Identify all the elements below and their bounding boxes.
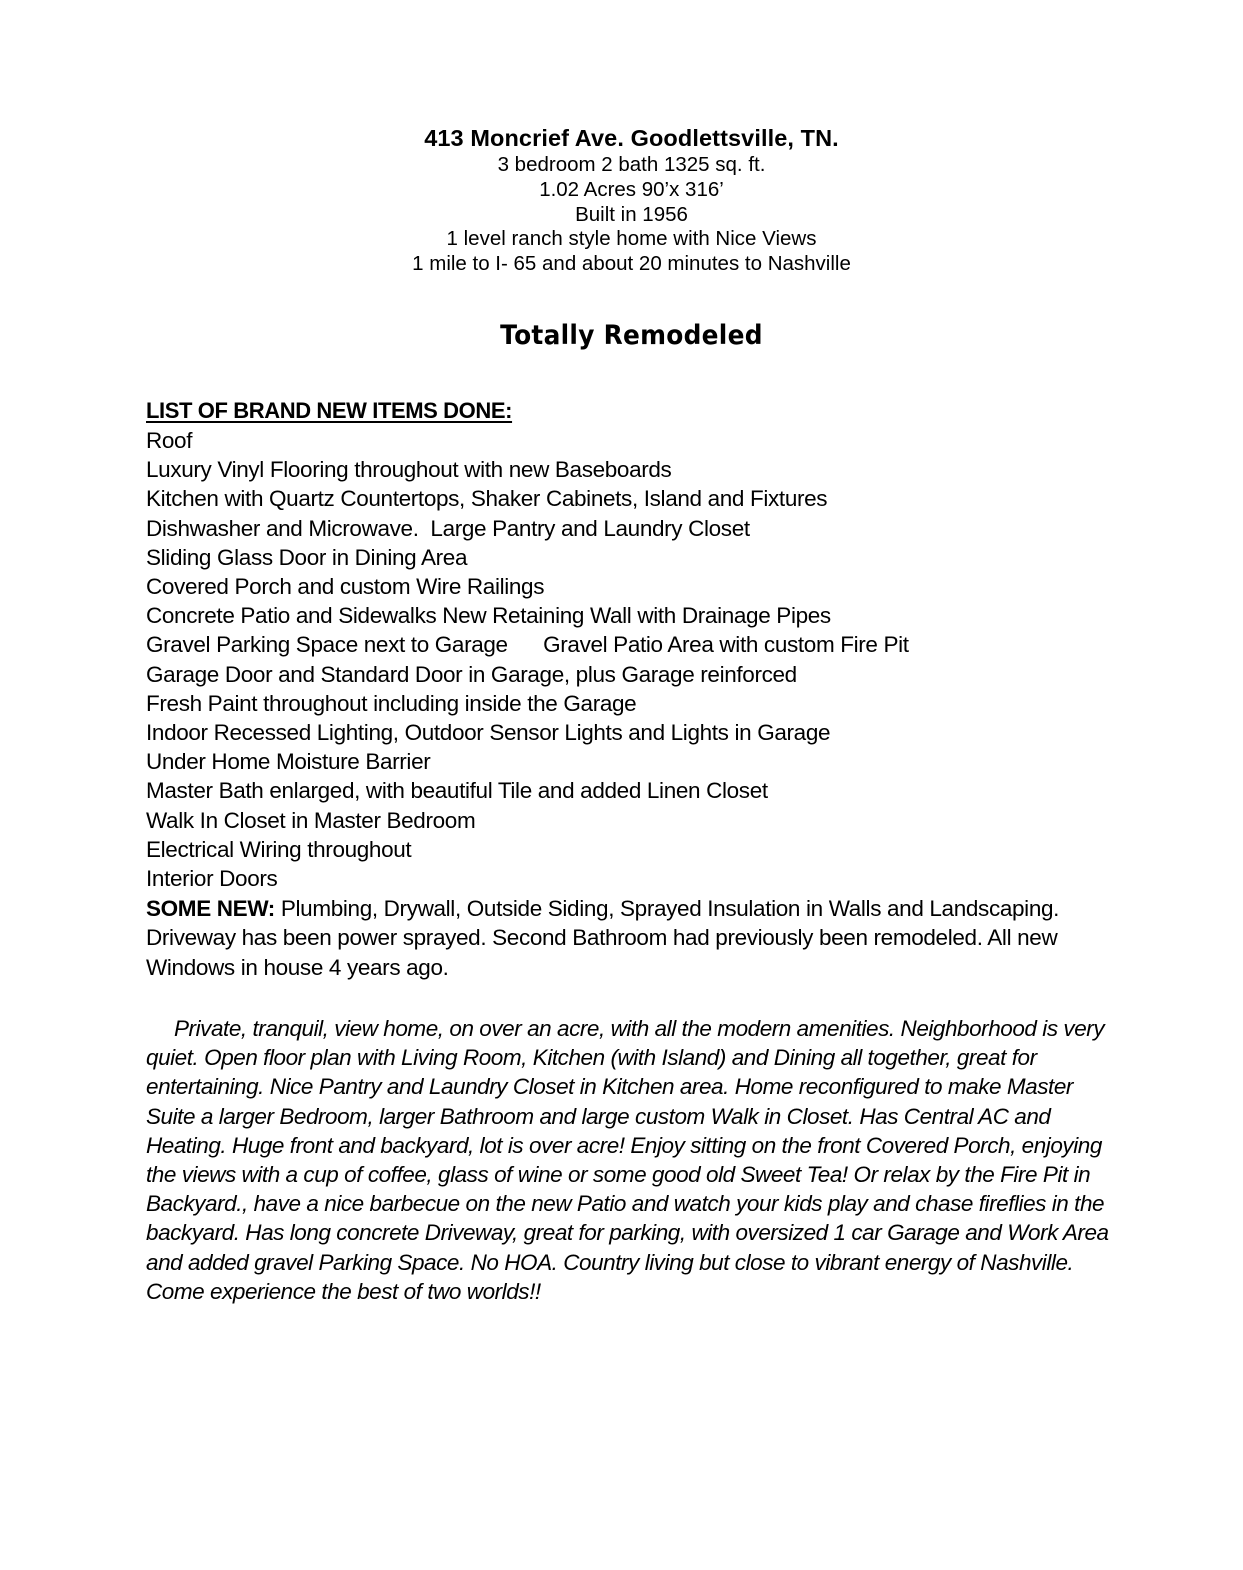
description-text: Private, tranquil, view home, on over an acre, with all the modern amenities. Neighborhood is very quiet. Open floor plan with Living Room, Kitchen (with Island) and Dining all together, great for entertaining. Nice Pantry and Laundry Closet in Kitchen area. Home reconfigured to make Master Suite a larger Bedroom, larger Bathroom and large custom Walk in Closet. Has Central AC and Heating. Huge front and backyard, lot is over acre! Enjoy sitting on the front Covered Porch, enjoying the views with a cup of coffee, glass of wine or some good old Sweet Tea! Or relax by the Fire Pit in Backyard., have a nice barbecue on the new Patio and watch your kids play and chase fireflies in the backyard. Has long concrete Driveway, great for parking, with oversized 1 car Garage and Work Area and added gravel Parking Space. No HOA. Country living but close to vibrant energy of Nashville. Come experience the best of two worlds!! (146, 1016, 1109, 1304)
some-new-label: SOME NEW: (146, 896, 275, 922)
list-item: Covered Porch and custom Wire Railings (146, 574, 545, 600)
list-item: Electrical Wiring throughout (146, 836, 412, 862)
brand-new-items-heading: LIST OF BRAND NEW ITEMS DONE: (146, 398, 513, 423)
list-item: Fresh Paint throughout including inside the Garage (146, 690, 637, 716)
list-item: Sliding Glass Door in Dining Area (146, 544, 468, 570)
list-item: Gravel Parking Space next to Garage Gravel Patio Area with custom Fire Pit (146, 632, 909, 658)
property-description (146, 1014, 1126, 1306)
location-note: 1 mile to I- 65 and about 20 minutes to Nashville (412, 252, 851, 276)
some-new-text: Plumbing, Drywall, Outside Siding, Sprayed Insulation in Walls and Landscaping. Driveway has been power sprayed. Second Bathroom had previously been remodeled. All new Windows in house 4 years ago. (146, 896, 1060, 980)
remodeled-banner: Totally Remodeled (500, 320, 763, 351)
property-header (0, 124, 1243, 277)
list-item: Walk In Closet in Master Bedroom (146, 807, 476, 833)
year-built: Built in 1956 (575, 202, 688, 226)
list-item: Master Bath enlarged, with beautiful Tile and added Linen Closet (146, 778, 768, 804)
list-item: Luxury Vinyl Flooring throughout with new Baseboards (146, 457, 672, 483)
property-size: 3 bedroom 2 bath 1325 sq. ft. (497, 153, 766, 176)
property-address: 413 Moncrief Ave. Goodlettsville, TN. (424, 125, 839, 151)
list-item: Roof (146, 428, 193, 453)
list-item: Concrete Patio and Sidewalks New Retaining Wall with Drainage Pipes (146, 603, 831, 629)
home-style: 1 level ranch style home with Nice Views (446, 227, 817, 251)
list-item: Kitchen with Quartz Countertops, Shaker Cabinets, Island and Fixtures (146, 486, 828, 512)
some-new-paragraph (146, 894, 1106, 982)
list-item: Dishwasher and Microwave. Large Pantry and Laundry Closet (146, 515, 750, 541)
list-item: Indoor Recessed Lighting, Outdoor Sensor Lights and Lights in Garage (146, 720, 831, 746)
brand-new-items-section (146, 396, 1106, 982)
list-item: Interior Doors (146, 866, 278, 892)
list-item: Under Home Moisture Barrier (146, 749, 431, 775)
list-item: Garage Door and Standard Door in Garage, plus Garage reinforced (146, 661, 797, 687)
lot-size: 1.02 Acres 90’x 316’ (539, 177, 724, 201)
